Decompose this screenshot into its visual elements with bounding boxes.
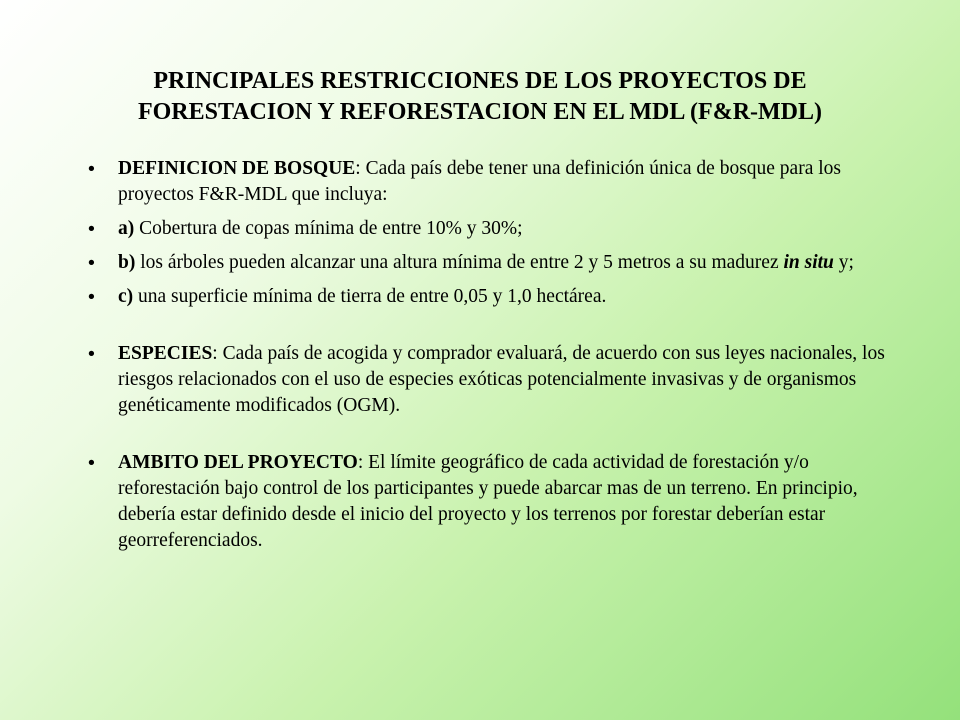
bullet-especies [88, 341, 908, 419]
bullet-emphasis: in situ [783, 252, 834, 273]
bullet-cobertura [88, 216, 908, 242]
bullet-ambito-proyecto [88, 450, 908, 554]
bullet-superficie [88, 284, 908, 310]
slide-title-line-1: PRINCIPALES RESTRICCIONES DE LOS PROYECTOS DE [153, 68, 807, 94]
bullet-text: : Cada país debe tener una definición única de bosque para los proyectos F&R-MDL que incluya: [118, 158, 841, 205]
bullet-label: DEFINICION DE BOSQUE [118, 158, 356, 179]
slide-title [60, 66, 900, 128]
bullet-label: b) [118, 252, 136, 273]
bullet-text: Cobertura de copas mínima de entre 10% y 30%; [134, 218, 523, 239]
bullet-label: AMBITO DEL PROYECTO [118, 452, 358, 473]
bullet-altura [88, 250, 908, 276]
bullet-dot: • [88, 452, 95, 474]
slide-title-line-2: FORESTACION Y REFORESTACION EN EL MDL (F&R-MDL) [137, 99, 823, 125]
bullet-dot: • [88, 218, 95, 240]
bullet-text: : Cada país de acogida y comprador evaluará, de acuerdo con sus leyes nacionales, los riesgos relacionados con el uso de especies exóticas potencialmente invasivas y de organismos genéticamente modificados (OGM). [118, 343, 885, 416]
bullet-dot: • [88, 252, 95, 274]
bullet-text: una superficie mínima de tierra de entre 0,05 y 1,0 hectárea. [133, 286, 607, 307]
bullet-label: a) [118, 218, 135, 239]
bullet-text-end: y; [833, 252, 854, 273]
bullet-dot: • [88, 343, 95, 365]
bullet-dot: • [88, 158, 95, 180]
bullet-dot: • [88, 286, 95, 308]
bullet-text: los árboles pueden alcanzar una altura mínima de entre 2 y 5 metros a su madurez [135, 252, 784, 273]
bullet-definicion-bosque [88, 156, 908, 208]
bullet-text: : El límite geográfico de cada actividad de forestación y/o reforestación bajo control de los participantes y puede abarcar mas de un terreno. En principio, debería estar definido desde el inicio del proyecto y los terrenos por forestar deberían estar georreferenciados. [118, 452, 858, 551]
bullet-list [88, 156, 908, 554]
bullet-label: c) [118, 286, 134, 307]
bullet-label: ESPECIES [118, 343, 213, 364]
